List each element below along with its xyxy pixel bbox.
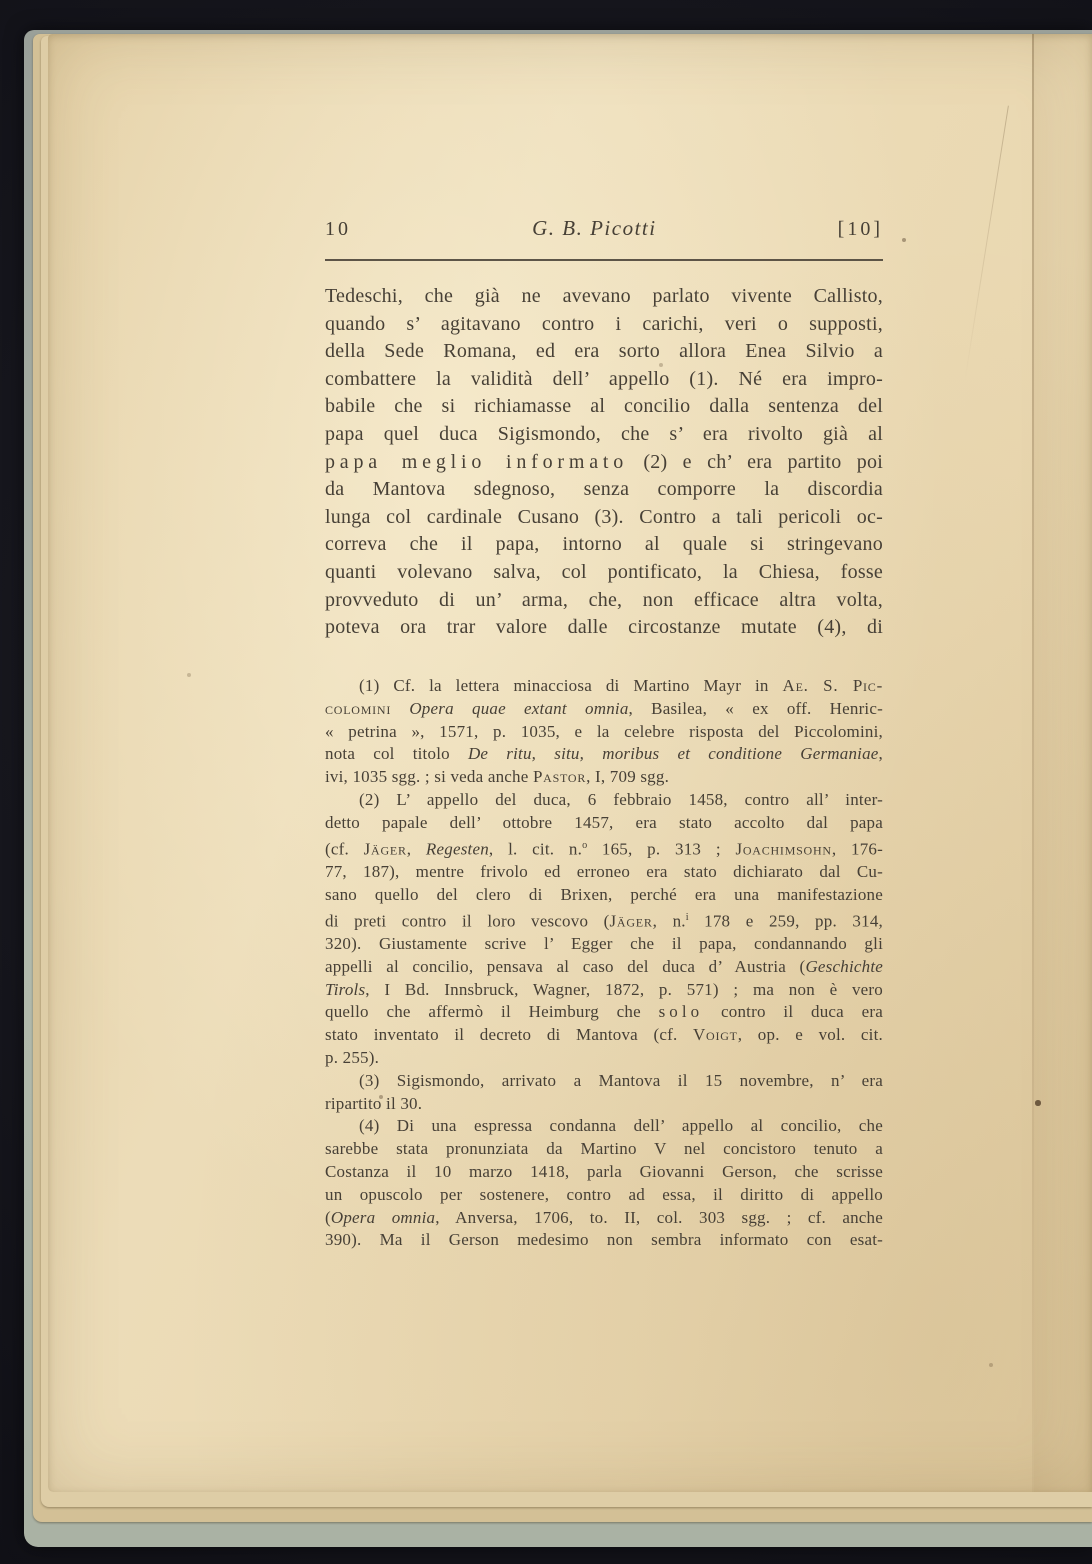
text-line: nota col titolo De ritu, situ, moribus et conditione Germaniae, bbox=[325, 744, 883, 764]
text-line: 390). Ma il Gerson medesimo non sembra informato con esat- bbox=[325, 1230, 883, 1250]
text-line: p. 255). bbox=[325, 1048, 380, 1068]
text-line: lunga col cardinale Cusano (3). Contro a tali pericoli oc- bbox=[325, 505, 883, 528]
text-line: quando s’ agitavano contro i carichi, veri o supposti, bbox=[325, 312, 883, 335]
text-line: « petrina », 1571, p. 1035, e la celebre risposta del Piccolomini, bbox=[325, 721, 883, 741]
text-line: correva che il papa, intorno al quale si stringevano bbox=[325, 533, 883, 556]
text-line: di preti contro il loro vescovo (Jäger, n.$^i$ 178 e 259, pp. 314, bbox=[325, 911, 883, 931]
header-rule bbox=[325, 259, 883, 261]
page-number-left: 10 bbox=[325, 218, 351, 240]
text-line: (cf. Jäger, Regesten, l. cit. n.$^o$ 165, p. 313 ; Joachimsohn, 176- bbox=[325, 839, 883, 859]
text-line: 77, 187), mentre frivolo ed erroneo era stato dichiarato dal Cu- bbox=[325, 862, 883, 882]
page-number-right: [10] bbox=[837, 218, 883, 240]
text-line: della Sede Romana, ed era sorto allora Enea Silvio a bbox=[325, 340, 883, 363]
text-line: (Opera omnia, Anversa, 1706, to. II, col. 303 sgg. ; cf. anche bbox=[325, 1207, 883, 1227]
text-line: un opuscolo per sostenere, contro ad essa, il diritto di appello bbox=[325, 1184, 883, 1204]
text-line: (1) Cf. la lettera minacciosa di Martino Mayr in Ae. S. Pic- bbox=[359, 676, 884, 695]
footnote-2 bbox=[325, 789, 883, 1070]
text-line: sarebbe stata pronunziata da Martino V nel concistoro tenuto a bbox=[325, 1139, 883, 1159]
text-line: stato inventato il decreto di Mantova (cf. Voigt, op. e vol. cit. bbox=[325, 1025, 883, 1045]
paper-specks bbox=[48, 34, 50, 36]
page-crease-shading bbox=[1034, 34, 1092, 1492]
footnote-3 bbox=[325, 1070, 883, 1116]
text-line: Costanza il 10 marzo 1418, parla Giovanni Gerson, che scrisse bbox=[325, 1162, 883, 1182]
text-line: ivi, 1035 sgg. ; si veda anche Pastor, I, 709 sgg. bbox=[325, 767, 670, 787]
text-line: ripartito il 30. bbox=[325, 1093, 423, 1113]
page-header bbox=[325, 216, 883, 241]
text-line: combattere la validità dell’ appello (1). Né era impro- bbox=[325, 367, 883, 390]
text-line: Tirols, I Bd. Innsbruck, Wagner, 1872, p. 571) ; ma non è vero bbox=[325, 979, 883, 999]
footnotes-section bbox=[325, 675, 883, 1252]
text-line: babile che si richiamasse al concilio dalla sentenza del bbox=[325, 395, 883, 418]
text-line: detto papale dell’ ottobre 1457, era stato accolto dal papa bbox=[325, 812, 883, 832]
footnote-4 bbox=[325, 1115, 883, 1252]
text-line: (3) Sigismondo, arrivato a Mantova il 15 novembre, n’ era bbox=[359, 1070, 883, 1090]
text-line: Tedeschi, che già ne avevano parlato vivente Callisto, bbox=[325, 285, 883, 307]
text-line: papa meglio informato (2) e ch’ era partito poi bbox=[325, 450, 883, 473]
text-line: da Mantova sdegnoso, senza comporre la discordia bbox=[325, 478, 883, 501]
paper-scratch bbox=[964, 106, 1009, 383]
text-line: papa quel duca Sigismondo, che s’ era rivolto già al bbox=[325, 422, 883, 445]
page-crease-line bbox=[1032, 34, 1034, 1492]
text-line: poteva ora trar valore dalle circostanze mutate (4), di bbox=[325, 616, 883, 639]
book-page bbox=[48, 34, 1092, 1492]
running-title: G. B. Picotti bbox=[532, 216, 657, 240]
main-text-paragraph bbox=[325, 283, 883, 642]
text-line: quanti volevano salva, col pontificato, la Chiesa, fosse bbox=[325, 560, 883, 583]
footnote-1 bbox=[325, 675, 883, 789]
text-line: appelli al concilio, pensava al caso del duca d’ Austria (Geschichte bbox=[325, 956, 883, 976]
text-line: provveduto di un’ arma, che, non efficace altra volta, bbox=[325, 588, 883, 611]
text-line: 320). Giustamente scrive l’ Egger che il papa, condannando gli bbox=[325, 934, 883, 954]
text-line: colomini Opera quae extant omnia, Basilea, « ex off. Henric- bbox=[325, 698, 883, 718]
text-line: (2) L’ appello del duca, 6 febbraio 1458, contro all’ inter- bbox=[359, 789, 883, 809]
text-line: quello che affermò il Heimburg che solo contro il duca era bbox=[325, 1002, 883, 1022]
text-line: (4) Di una espressa condanna dell’ appello al concilio, che bbox=[359, 1116, 883, 1136]
text-line: sano quello del clero di Brixen, perché era una manifestazione bbox=[325, 884, 883, 904]
